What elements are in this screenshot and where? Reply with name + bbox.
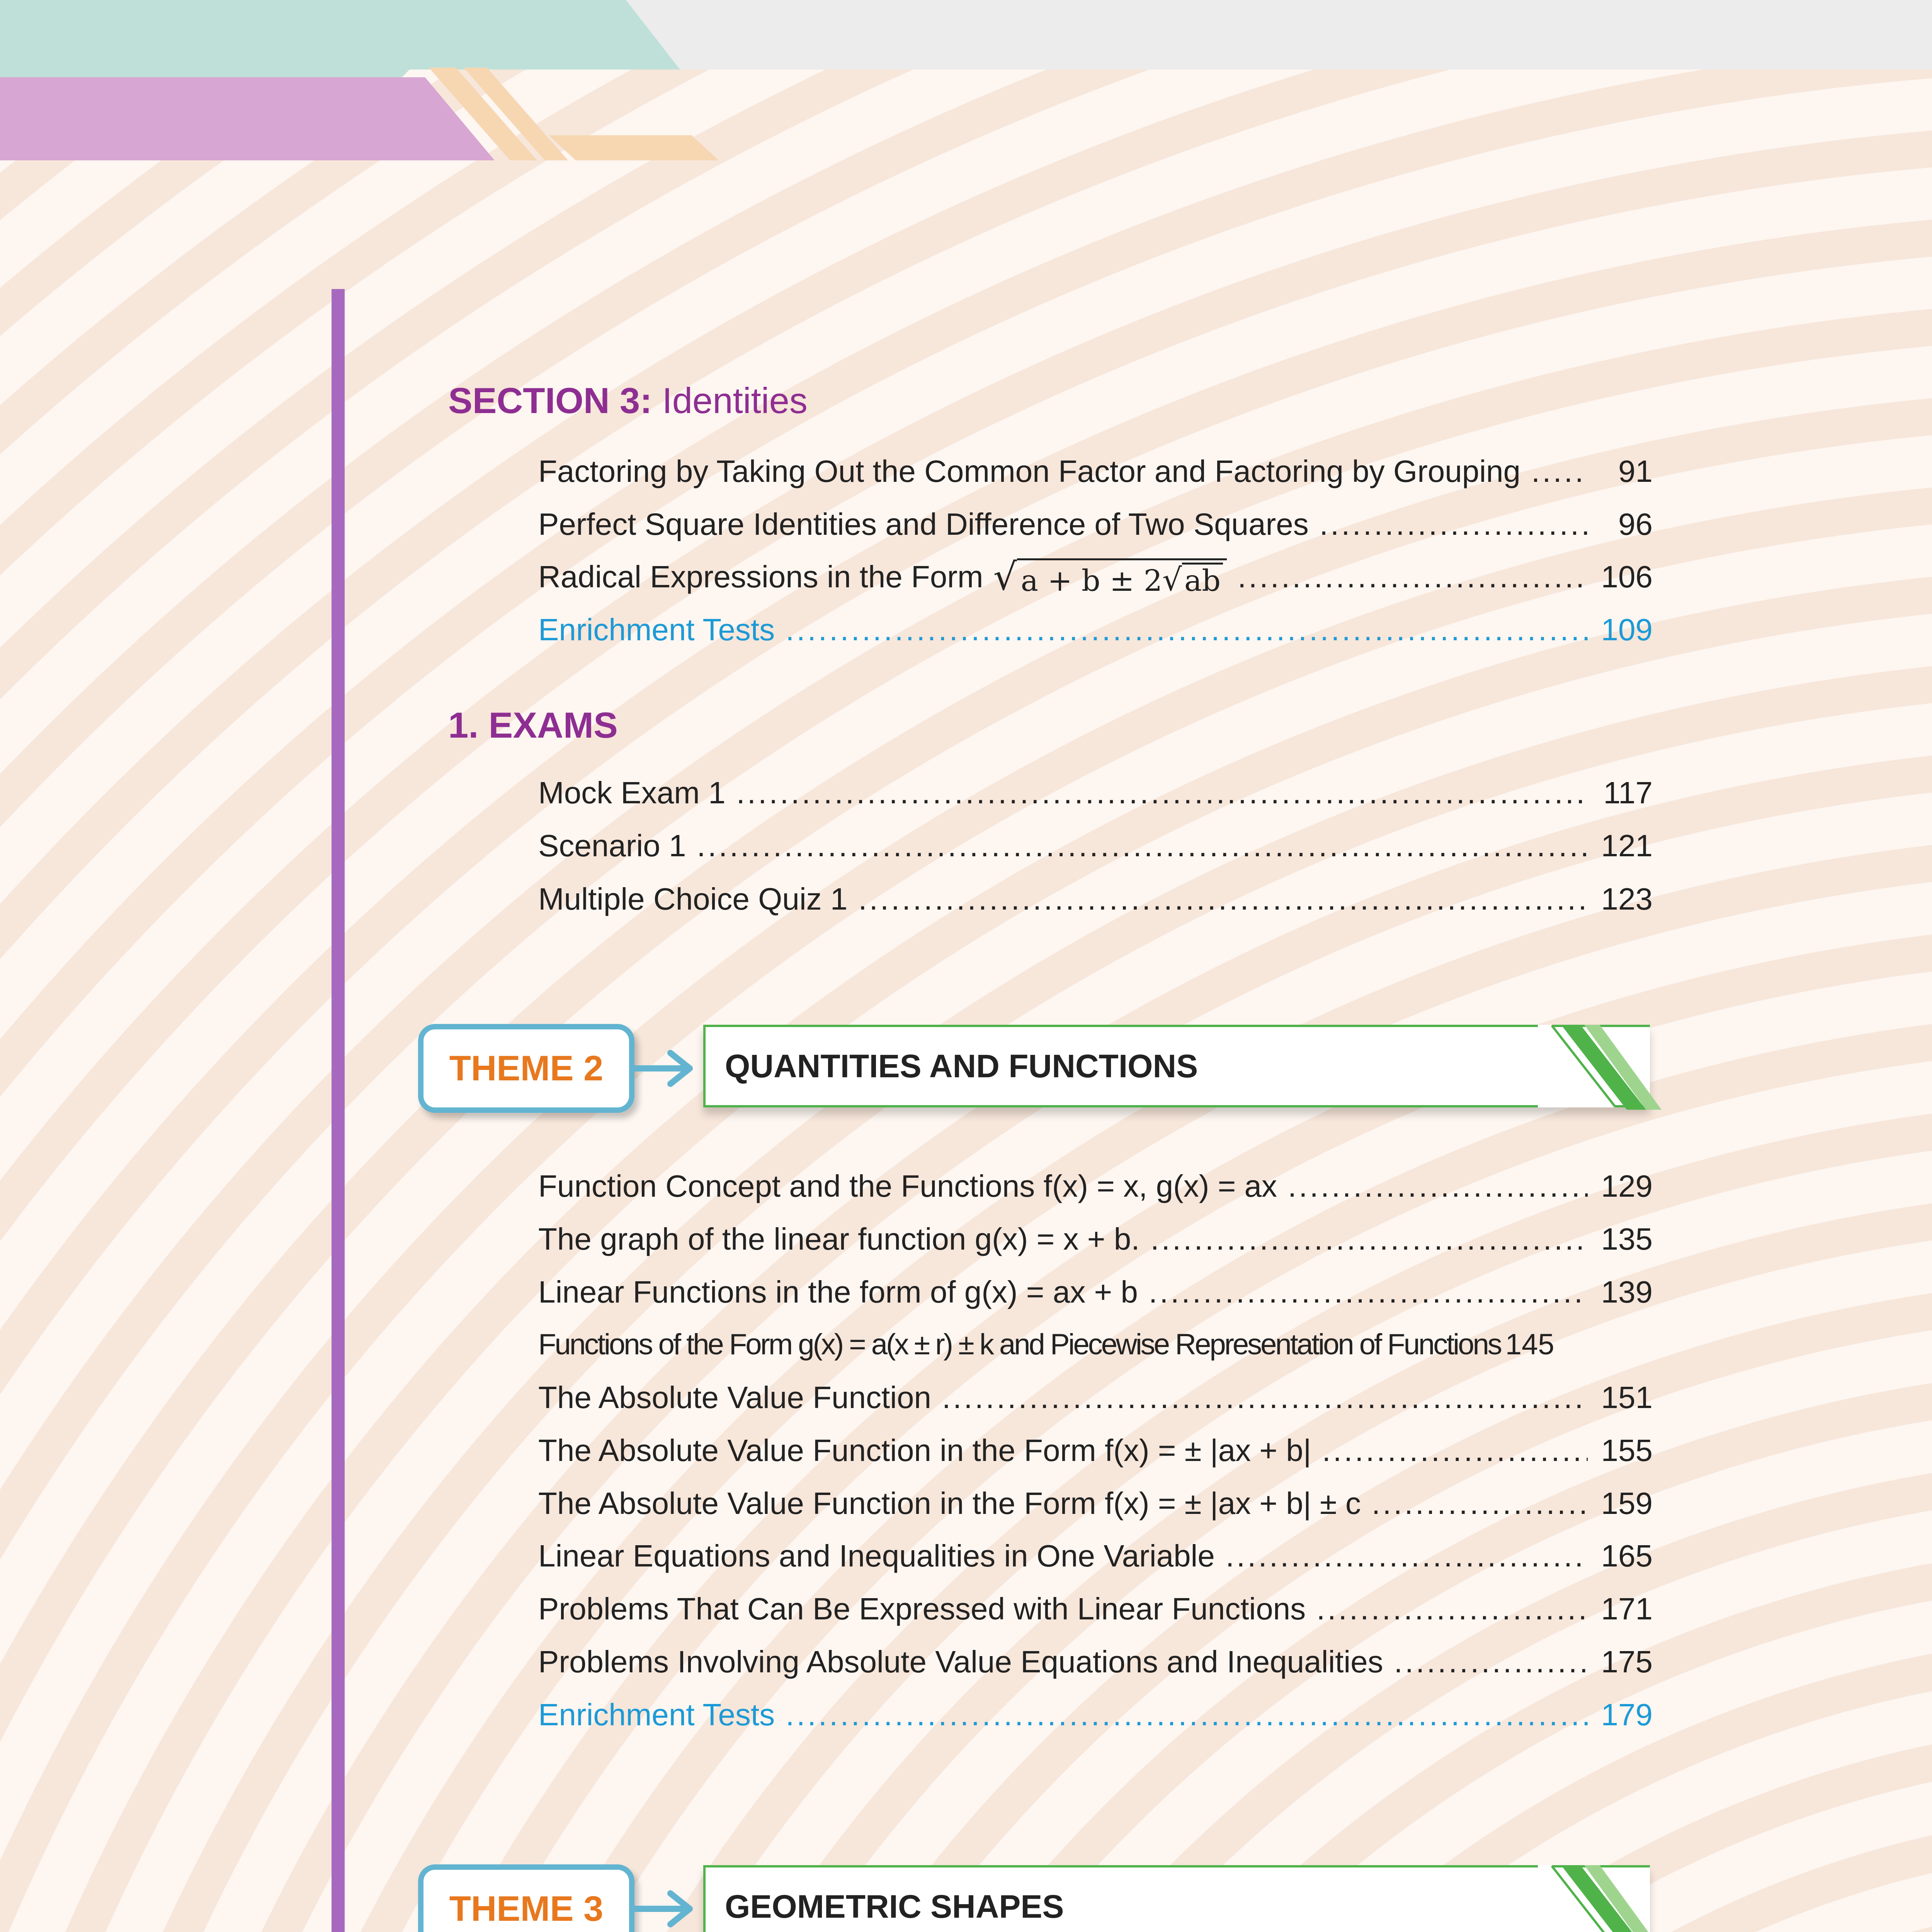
section-3-heading — [448, 380, 808, 421]
leader-dots — [786, 614, 1588, 645]
toc-entry-page: 165 — [1601, 1539, 1653, 1573]
toc-entry-page: 155 — [1601, 1433, 1653, 1468]
toc-entry-page: 121 — [1601, 828, 1653, 863]
toc-entry[interactable] — [538, 1323, 1653, 1366]
toc-entry-title: The Absolute Value Function in the Form f(x) = ± |ax + b| — [538, 1433, 1311, 1468]
toc-entry-title: Problems That Can Be Expressed with Linear Functions — [538, 1592, 1306, 1626]
toc-entry-enrichment[interactable] — [538, 609, 1653, 651]
toc-entry-title: Mock Exam 1 — [538, 776, 726, 810]
leader-dots — [1288, 1171, 1588, 1202]
toc-entry-title: Linear Equations and Inequalities in One Variable — [538, 1539, 1215, 1573]
toc-entry-title: Enrichment Tests — [538, 1697, 775, 1732]
toc-entry-title: Factoring by Taking Out the Common Factor and Factoring by Grouping — [538, 454, 1520, 488]
toc-entry-page: 106 — [1601, 560, 1653, 594]
section-3-prefix: SECTION 3: — [448, 380, 652, 421]
toc-entry[interactable] — [538, 556, 1653, 598]
toc-entry-page: 139 — [1601, 1275, 1653, 1309]
toc-entry-title: Functions of the Form g(x) = a(x ± r) ± k and Piecewise Representation of Functions — [538, 1328, 1501, 1361]
toc-entry-page: 151 — [1601, 1380, 1653, 1415]
toc-entry-page: 117 — [1603, 776, 1653, 810]
theme-3-banner-title: GEOMETRIC SHAPES — [703, 1865, 1650, 1932]
toc-entry[interactable] — [538, 1429, 1653, 1472]
toc-entry-title: Function Concept and the Functions f(x) = x, g(x) = ax — [538, 1169, 1277, 1203]
leader-dots — [942, 1382, 1588, 1413]
toc-entry-page: 159 — [1601, 1486, 1653, 1520]
toc-entry[interactable] — [538, 1482, 1653, 1525]
leader-dots — [1150, 1224, 1588, 1255]
toc-entry[interactable] — [538, 1641, 1653, 1683]
toc-entry-title: Multiple Choice Quiz 1 — [538, 882, 848, 916]
leader-dots — [1316, 1594, 1588, 1624]
leader-dots — [858, 884, 1588, 915]
toc-entry[interactable] — [538, 825, 1653, 867]
toc-entry[interactable] — [538, 1165, 1653, 1208]
arrow-right-icon — [634, 1888, 699, 1930]
theme-2-badge: THEME 2 — [418, 1024, 634, 1113]
toc-entry-title: Problems Involving Absolute Value Equations and Inequalities — [538, 1645, 1383, 1679]
leader-dots — [1226, 1541, 1588, 1571]
toc-entry-page: 91 — [1618, 454, 1653, 488]
banner-stripes-decoration — [1538, 1864, 1662, 1932]
leader-dots — [736, 777, 1588, 808]
leader-dots — [1394, 1646, 1588, 1677]
arrow-right-icon — [634, 1047, 699, 1090]
toc-entry[interactable] — [538, 1535, 1653, 1577]
toc-entry-title: Perfect Square Identities and Difference of Two Squares — [538, 507, 1309, 541]
toc-entry[interactable] — [538, 1376, 1653, 1419]
toc-entry[interactable] — [538, 772, 1653, 814]
toc-entry-title: Radical Expressions in the Form — [538, 560, 983, 594]
theme-3-header — [0, 1864, 1932, 1932]
toc-entry-title: Scenario 1 — [538, 828, 686, 863]
exams-heading: 1. EXAMS — [448, 705, 618, 745]
toc-entry[interactable] — [538, 450, 1653, 493]
toc-entry[interactable] — [538, 503, 1653, 546]
toc-entry-title: The Absolute Value Function — [538, 1380, 931, 1415]
leader-dots — [786, 1699, 1588, 1730]
leader-dots — [1322, 1435, 1588, 1466]
leader-dots — [1531, 456, 1588, 487]
leader-dots — [697, 830, 1588, 861]
toc-entry[interactable] — [538, 1271, 1653, 1313]
toc-entry-page: 96 — [1618, 507, 1653, 541]
theme-3-badge: THEME 3 — [418, 1864, 634, 1932]
radical-sign-icon: √ — [993, 555, 1017, 599]
toc-entry-page: 179 — [1601, 1697, 1653, 1732]
leader-dots — [1320, 509, 1588, 540]
toc-entry[interactable] — [538, 1218, 1653, 1260]
toc-entry-page: 175 — [1601, 1645, 1653, 1679]
toc-entry[interactable] — [538, 1588, 1653, 1630]
toc-entry[interactable] — [538, 878, 1653, 920]
leader-dots — [1372, 1488, 1588, 1519]
theme-2-header — [0, 1024, 1932, 1132]
toc-entry-page: 123 — [1601, 882, 1653, 916]
section-3-title: Identities — [662, 380, 808, 421]
leader-dots — [1149, 1277, 1588, 1308]
toc-entry-page: 171 — [1601, 1592, 1653, 1626]
formula-outer: a + b ± 2 — [1020, 563, 1163, 598]
theme-2-banner-title: QUANTITIES AND FUNCTIONS — [703, 1025, 1650, 1107]
toc-entry-title: The graph of the linear function g(x) = x + b. — [538, 1222, 1140, 1256]
leader-dots — [1238, 561, 1588, 592]
toc-entry-title: Linear Functions in the form of g(x) = ax + b — [538, 1275, 1138, 1309]
toc-entry-page: 109 — [1601, 612, 1653, 647]
formula-inner: ab — [1182, 563, 1223, 595]
toc-entry-enrichment[interactable] — [538, 1694, 1653, 1736]
banner-stripes-decoration — [1538, 1024, 1662, 1110]
toc-entry-page: 129 — [1601, 1169, 1653, 1203]
toc-entry-title: Enrichment Tests — [538, 612, 775, 647]
radical-formula — [993, 555, 1227, 599]
toc-entry-page: 135 — [1601, 1222, 1653, 1256]
radical-sign-icon: √ — [1162, 562, 1182, 598]
toc-entry-page: 145 — [1505, 1328, 1554, 1361]
toc-entry-title: The Absolute Value Function in the Form f(x) = ± |ax + b| ± c — [538, 1486, 1361, 1520]
